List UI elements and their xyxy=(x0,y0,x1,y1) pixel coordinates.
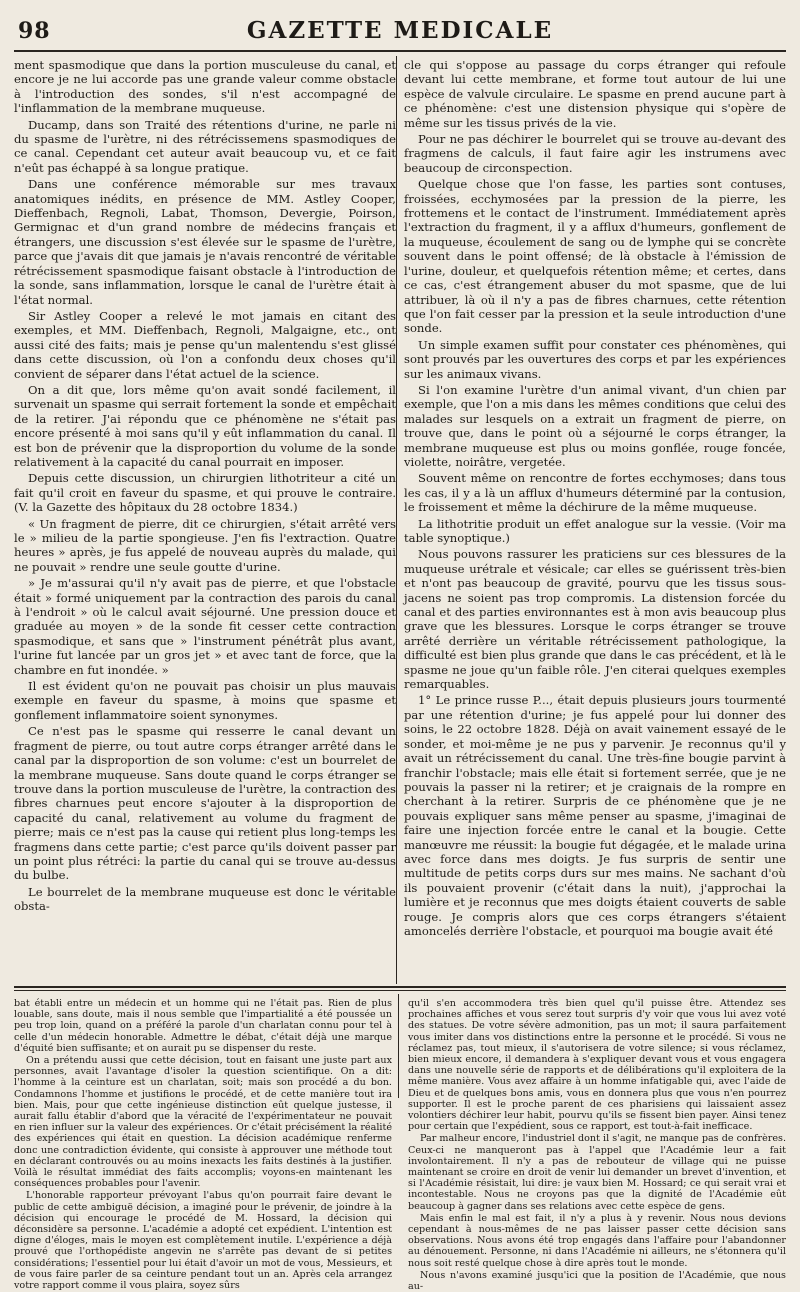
feuilleton-left-column xyxy=(14,998,392,1292)
paragraph: Ducamp, dans son Traité des rétentions d'urine, ne parle ni du spasme de l'urètre, ni des rétrécissemens spasmodiques de ce canal. Cependant cet auteur avait beaucoup vu, et ce fait n'eût pas échappé à sa longue pratique. xyxy=(14,117,396,175)
column-divider xyxy=(396,56,397,984)
paragraph: 1° Le prince russe P..., était depuis plusieurs jours tourmenté par une rétention d'urine; je fus appelé pour lui donner des soins, le 22 octobre 1828. Déjà on avait vainement essayé de le sonder, et moi-même je ne pus y parvenir. Je reconnus qu'il y avait un rétrécissement du canal. Une très-fine bougie parvint à franchir l'obstacle; mais elle était si fortement serrée, que je ne pouvais la passer ni la retirer; et je craignais de la rompre en cherchant à la retirer. Surpris de ce phénomène que je ne pouvais expliquer sans même penser au spasme, j'imaginai de faire une injection forcée entre le canal et la bougie. Cette manœuvre me réussit: la bougie fut dégagée, et le malade urina avec force dans mes doigts. Je fus surpris de sentir une multitude de petits corps durs sur mes mains. Ne sachant d'où ils pouvaient provenir (c'était dans la nuit), j'approchai la lumière et je reconnus que mes doigts étaient couverts de sable rouge. Je compris alors que ces corps étrangers s'étaient amoncelés derrière l'obstacle, et pourquoi ma bougie avait été xyxy=(404,693,786,938)
paragraph: cle qui s'oppose au passage du corps étranger qui refoule devant lui cette membrane, et forme tout autour de lui une espèce de valvule circulaire. Le spasme en prend aucune part à ce phénomène: c'est une distension physique qui s'opère de même sur les tissus privés de la vie. xyxy=(404,58,786,130)
paragraph: Le bourrelet de la membrane muqueuse est donc le véritable obsta- xyxy=(14,884,396,914)
paragraph: Souvent même on rencontre de fortes ecchymoses; dans tous les cas, il y a là un afflux d'humeurs déterminé par la contusion, le froissement et même la déchirure de la même muqueuse. xyxy=(404,471,786,515)
right-column xyxy=(404,58,786,978)
paragraph: Quelque chose que l'on fasse, les parties sont contuses, froissées, ecchymosées par la pression de la pierre, les frottemens et le contact de l'instrument. Immédiatement après l'extraction du fragment, il y a afflux d'humeurs, gonflement de la muqueuse, écoulement de sang ou de lymphe qui se concrète souvent dans le point offensé; de là obstacle à l'émission de l'urine, douleur, et quelquefois rétention même; et certes, dans ce cas, c'est étrangement abuser du mot spasme, que de lui attribuer, là où il n'y a pas de fibres charnues, cette rétention que l'on fait cesser par la pression et la seule introduction d'une sonde. xyxy=(404,177,786,336)
feuilleton-divider xyxy=(398,994,399,1098)
paragraph: On a dit que, lors même qu'on avait sondé facilement, il survenait un spasme qui serrait fortement la sonde et empêchait de la retirer. J'ai répondu que ce phénomène ne s'était pas encore présenté à moi sans qu'il y eût inflammation du canal. Il est bon de prévenir que la disproportion du volume de la sonde relativement à la capacité du canal pourrait en imposer. xyxy=(14,382,396,469)
left-column xyxy=(14,58,396,978)
feuilleton-rule-thin xyxy=(14,990,786,991)
quotation: » Je m'assurai qu'il n'y avait pas de pierre, et que l'obstacle était » formé uniquement par la contraction des parois du canal à l'endroit » où le calcul avait séjourné. Une pression douce et graduée au moyen » de la sonde fit cesser cette contraction spasmodique, et sans que » l'instrument pénétrât plus avant, l'urine fut lancée par un gros jet » et avec tant de force, que la chambre en fut inondée. » xyxy=(14,576,396,677)
paragraph: Pour ne pas déchirer le bourrelet qui se trouve au-devant des fragmens de calculs, il faut faire agir les instrumens avec beaucoup de circonspection. xyxy=(404,132,786,175)
header-rule xyxy=(14,50,786,52)
paragraph: Depuis cette discussion, un chirurgien lithotriteur a cité un fait qu'il croit en faveur du spasme, et qui prouve le contraire. (V. la Gazette des hôpitaux du 28 octobre 1834.) xyxy=(14,471,396,515)
paragraph: Nous n'avons examiné jusqu'ici que la position de l'Académie, que nous au- xyxy=(408,1269,786,1292)
paragraph: Il est évident qu'on ne pouvait pas choisir un plus mauvais exemple en faveur du spasme, à moins que spasme et gonflement inflammatoire soient synonymes. xyxy=(14,679,396,722)
quotation: « Un fragment de pierre, dit ce chirurgien, s'était arrêté vers le » milieu de la partie spongieuse. J'en fis l'extraction. Quatre heures » après, je fus appelé de nouveau auprès du malade, qui ne pouvait » rendre une seule goutte d'urine. xyxy=(14,516,396,574)
paragraph: Si l'on examine l'urètre d'un animal vivant, d'un chien par exemple, que l'on a mis dans les mêmes conditions que celui des malades sur lesquels on a extrait un fragment de pierre, on trouve que, dans le point où a séjourné le corps étranger, la membrane muqueuse est plus ou moins gonflée, rouge foncée, violette, noirâtre, vergetée. xyxy=(404,382,786,469)
paragraph: Un simple examen suffit pour constater ces phénomènes, qui sont prouvés par les ouvertures des corps et par les expériences sur les animaux vivans. xyxy=(404,337,786,381)
paragraph: Sir Astley Cooper a relevé le mot jamais en citant des exemples, et MM. Dieffenbach, Regnoli, Malgaigne, etc., ont aussi cité des faits; mais je pense qu'un malentendu s'est glissé dans cette discussion, où l'on a confondu deux choses qu'il convient de séparer dans l'état actuel de la science. xyxy=(14,308,396,381)
paragraph: qu'il s'en accommodera très bien quel qu'il puisse être. Attendez ses prochaines affiches et vous serez tout surpris d'y voir que vous lui avez voté des statues. De votre sévère admonition, pas un mot; il saura parfaitement vous imiter dans vos distinctions entre la personne et le procédé. Si vous ne réclamez pas, tout mieux, il s'autorisera de votre silence; si vous réclamez, bien mieux encore, il demandera à s'expliquer devant vous et vous engagera dans une nouvelle série de rapports et de délibérations qu'il exploitera de la même manière. Vous avez affaire à un homme infatigable qui, avec l'aide de Dieu et de quelques bons amis, vous en donnera plus que vous n'en pourrez supporter. Il est le proche parent de ces pharisiens qui laissaient assez volontiers déchirer leur habit, pourvu qu'ils se fissent bien payer. Ainsi tenez pour certain que l'expédient, sous ce rapport, est tout-à-fait inefficace. xyxy=(408,998,786,1133)
feuilleton-rule xyxy=(14,986,786,988)
masthead-title: GAZETTE MEDICALE xyxy=(246,17,554,44)
paragraph: Mais enfin le mal est fait, il n'y a plus à y revenir. Nous nous devions cependant à nous-mêmes de ne pas laisser passer cette décision sans observations. Nous avons été trop engagés dans l'affaire pour l'abandonner au dénouement. Personne, ni dans l'Académie ni ailleurs, ne s'étonnera qu'il nous soit resté quelque chose à dire après tout le monde. xyxy=(408,1212,786,1269)
paragraph: Dans une conférence mémorable sur mes travaux anatomiques inédits, en présence de MM. Astley Cooper, Dieffenbach, Regnoli, Labat, Thomson, Devergie, Poirson, Germignac et d'un grand nombre de médecins français et étrangers, une discussion s'est élevée sur le spasme de l'urètre, parce que j'avais dit que jamais je n'avais rencontré de véritable rétrécissement spasmodique faisant obstacle à l'introduction de la sonde, sans inflammation, lorsque le canal de l'urètre était à l'état normal. xyxy=(14,177,396,307)
page-header xyxy=(14,18,786,44)
paragraph: bat établi entre un médecin et un homme qui ne l'était pas. Rien de plus louable, sans doute, mais il nous semble que l'impartialité a été poussée un peu trop loin, quand on a préféré la parole d'un charlatan connu pour tel à celle d'un médecin honorable. Admettre le débat, c'était déjà une marque d'équité bien suffisante; et on aurait pu se dispenser du reste. xyxy=(14,998,392,1054)
paragraph: On a prétendu aussi que cette décision, tout en faisant une juste part aux personnes, avait l'avantage d'isoler la question scientifique. On a dit: l'homme à la ceinture est un charlatan, soit; mais son procédé a du bon. Condamnons l'homme et justifions le procédé, et de cette manière tout ira bien. Mais, pour que cette ingénieuse distinction eût quelque justesse, il aurait fallu établir d'abord que la véracité de l'expérimentateur ne pouvait en rien influer sur la valeur des expériences. Or c'était précisément la réalité des expériences qui était en question. La décision académique renferme donc une contradiction évidente, qui consiste à approuver une méthode tout en déclarant controuvés ou au moins inexacts les faits destinés à la justifier. Voilà le résultat immédiat des faits accomplis; voyons-en maintenant les conséquences probables pour l'avenir. xyxy=(14,1055,392,1190)
paragraph: La lithotritie produit un effet analogue sur la vessie. (Voir ma table synoptique.) xyxy=(404,516,786,545)
paragraph: Par malheur encore, l'industriel dont il s'agit, ne manque pas de confrères. Ceux-ci ne manqueront pas à l'appel que l'Académie leur a fait involontairement. Il n'y a pas de rebouteur de village qui ne puisse maintenant se croire en droit de venir lui demander un brevet d'invention, et si l'Académie résistait, lui dire: je vaux bien M. Hossard; ce qui serait vrai et incontestable. Nous ne croyons pas que la dignité de l'Académie eût beaucoup à gagner dans ses relations avec cette espèce de gens. xyxy=(408,1133,786,1212)
paragraph: ment spasmodique que dans la portion musculeuse du canal, et encore je ne lui accorde pas une grande valeur comme obstacle à l'introduction des sondes, s'il n'est accompagné de l'inflammation de la membrane muqueuse. xyxy=(14,58,396,116)
paragraph: Nous pouvons rassurer les praticiens sur ces blessures de la muqueuse urétrale et vésicale; car elles se guérissent très-bien et n'ont pas beaucoup de gravité, pourvu que les tissus sous-jacens ne soient pas trop compromis. La distension forcée du canal et des parties environnantes est à mon avis beaucoup plus grave que les blessures. Lorsque le corps étranger se trouve arrêté derrière un véritable rétrécissement pathologique, la difficulté est bien plus grande que dans le cas précédent, et là le spasme ne joue qu'un faible rôle. J'en citerai quelques exemples remarquables. xyxy=(404,547,786,692)
feuilleton-right-column xyxy=(408,998,786,1292)
paragraph: L'honorable rapporteur prévoyant l'abus qu'on pourrait faire devant le public de cette ambiguë décision, a imaginé pour le prévenir, de joindre à la décision qui encourage le procédé de M. Hossard, la décision qui déconsidère sa personne. L'académie a adopté cet expédient. L'intention est digne d'éloges, mais le moyen est complètement inutile. L'expérience a déjà prouvé que l'orthopédiste angevin ne s'arrête pas devant de si petites considérations; l'essentiel pour lui était d'avoir un mot de vous, Messieurs, et de vous faire parler de sa ceinture pendant tout un an. Après cela arrangez votre rapport comme il vous plaira, soyez sûrs xyxy=(14,1190,392,1292)
page-number: 98 xyxy=(18,18,51,44)
paragraph: Ce n'est pas le spasme qui resserre le canal devant un fragment de pierre, ou tout autre corps étranger arrêté dans le canal par la disproportion de son volume: c'est un bourrelet de la membrane muqueuse. Sans doute quand le corps étranger se trouve dans la portion musculeuse de l'urètre, la contraction des fibres charnues peut encore s'ajouter à la disproportion de capacité du canal, relativement au volume du fragment de pierre; mais ce n'est pas la cause qui retient plus long-temps les fragmens dans cette partie; c'est parce qu'ils doivent passer par un point plus rétréci: la partie du canal qui se trouve au-dessus du bulbe. xyxy=(14,724,396,883)
